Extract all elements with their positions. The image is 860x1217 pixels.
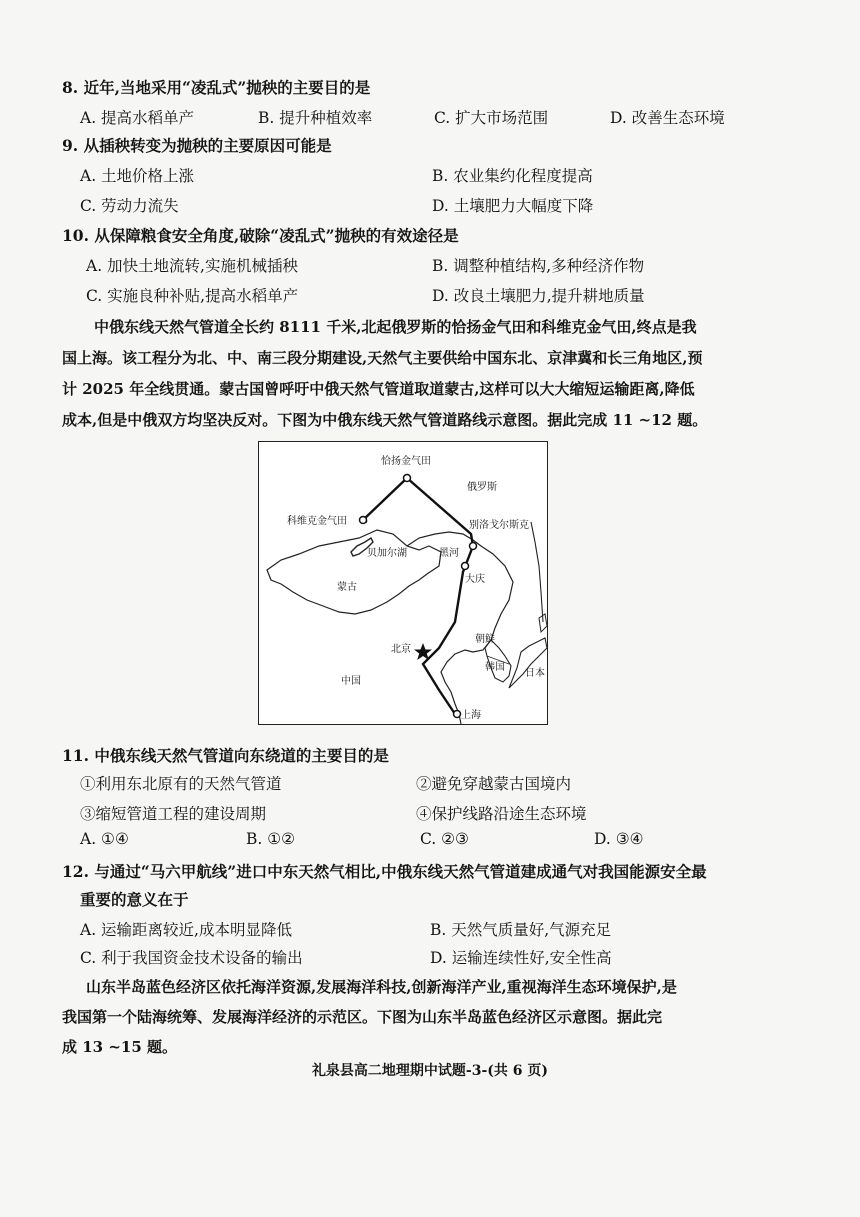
heihe-marker	[470, 543, 477, 550]
question-10-option-d: D. 改良土壤肥力,提升耕地质量	[432, 287, 645, 305]
question-11-stem: 11. 中俄东线天然气管道向东绕道的主要目的是	[62, 746, 389, 765]
question-11-statement-2: ②避免穿越蒙古国境内	[416, 775, 572, 793]
question-10-stem: 10. 从保障粮食安全角度,破除“凌乱式”抛秧的有效途径是	[62, 226, 459, 245]
passage-pipeline-line-1: 中俄东线天然气管道全长约 8111 千米,北起俄罗斯的恰扬金气田和科维克金气田,终点是我	[94, 318, 697, 336]
label-chayanda: 恰扬金气田	[381, 456, 431, 467]
question-10-option-c: C. 实施良种补贴,提高水稻单产	[86, 287, 299, 305]
question-12-option-a: A. 运输距离较近,成本明显降低	[80, 921, 292, 939]
passage-pipeline-line-3: 计 2025 年全线贯通。蒙古国曾呼吁中俄天然气管道取道蒙古,这样可以大大缩短运输距离,降低	[62, 380, 695, 398]
label-baikal: 贝加尔湖	[367, 548, 407, 559]
label-belogorsk: 别洛戈尔斯克	[469, 520, 529, 531]
question-11-statement-1: ①利用东北原有的天然气管道	[80, 775, 282, 793]
passage-shandong-line-3: 成 13 ~15 题。	[62, 1038, 177, 1056]
chayanda-marker	[404, 475, 411, 482]
passage-pipeline	[62, 312, 802, 436]
question-10-option-b: B. 调整种植结构,多种经济作物	[432, 257, 645, 275]
question-9-option-a: A. 土地价格上涨	[80, 167, 195, 185]
pipeline-route-map	[258, 441, 548, 725]
daqing-marker	[462, 563, 469, 570]
question-9-option-b: B. 农业集约化程度提高	[432, 167, 593, 185]
korea-peninsula	[485, 640, 511, 682]
passage-shandong-line-2: 我国第一个陆海统筹、发展海洋经济的示范区。下图为山东半岛蓝色经济区示意图。据此完	[62, 1008, 663, 1026]
question-11-option-d: D. ③④	[594, 830, 644, 848]
question-10-option-a: A. 加快土地流转,实施机械插秧	[86, 257, 298, 275]
label-heihe: 黑河	[439, 548, 459, 559]
question-8-option-d: D. 改善生态环境	[610, 109, 725, 127]
question-8-option-a: A. 提高水稻单产	[80, 109, 195, 127]
label-daqing: 大庆	[465, 574, 485, 585]
russia-east-coast	[531, 522, 543, 622]
label-kovykta: 科维克金气田	[287, 516, 347, 527]
question-9-option-d: D. 土壤肥力大幅度下降	[432, 197, 594, 215]
label-mongolia: 蒙古	[337, 582, 357, 593]
question-8-option-b: B. 提升种植效率	[258, 109, 373, 127]
label-korea: 朝鲜	[475, 634, 495, 645]
label-beijing: 北京	[391, 644, 411, 655]
passage-shandong-line-1: 山东半岛蓝色经济区依托海洋资源,发展海洋科技,创新海洋产业,重视海洋生态环境保护,是	[86, 978, 677, 996]
question-8-stem: 8. 近年,当地采用“凌乱式”抛秧的主要目的是	[62, 78, 371, 97]
kovykta-marker	[360, 517, 367, 524]
mongolia-border	[267, 530, 441, 614]
question-9-stem: 9. 从插秧转变为抛秧的主要原因可能是	[62, 136, 332, 155]
page-footer: 礼泉县高二地理期中试题-3-(共 6 页)	[311, 1063, 549, 1079]
passage-pipeline-line-4: 成本,但是中俄双方均坚决反对。下图为中俄东线天然气管道路线示意图。据此完成 11 ~12 题。	[62, 411, 708, 429]
question-12-option-c: C. 利于我国资金技术设备的输出	[80, 949, 303, 967]
passage-pipeline-line-2: 国上海。该工程分为北、中、南三段分期建设,天然气主要供给中国东北、京津冀和长三角地区,预	[62, 349, 703, 367]
label-japan: 日本	[525, 668, 545, 679]
shanghai-marker	[454, 711, 461, 718]
question-9-option-c: C. 劳动力流失	[80, 197, 179, 215]
question-12-stem-line-1: 12. 与通过“马六甲航线”进口中东天然气相比,中俄东线天然气管道建成通气对我国能源安全最	[62, 862, 707, 881]
pipeline-route	[363, 478, 473, 714]
question-11-statement-4: ④保护线路沿途生态环境	[416, 805, 587, 823]
question-11-option-c: C. ②③	[420, 830, 469, 848]
pipeline-map-svg	[259, 442, 547, 724]
question-11-option-a: A. ①④	[80, 830, 129, 848]
question-12-stem-line-2: 重要的意义在于	[80, 890, 189, 909]
label-china: 中国	[341, 676, 361, 687]
passage-shandong	[62, 972, 802, 1062]
question-11-option-b: B. ①②	[246, 830, 296, 848]
label-shanghai: 上海	[461, 710, 481, 721]
japan-islands	[509, 638, 547, 688]
question-12-option-d: D. 运输连续性好,安全性高	[430, 949, 612, 967]
question-11-statement-3: ③缩短管道工程的建设周期	[80, 805, 267, 823]
question-12-option-b: B. 天然气质量好,气源充足	[430, 921, 612, 939]
label-russia: 俄罗斯	[467, 482, 497, 493]
label-rok: 韩国	[485, 662, 505, 673]
question-8-option-c: C. 扩大市场范围	[434, 109, 549, 127]
